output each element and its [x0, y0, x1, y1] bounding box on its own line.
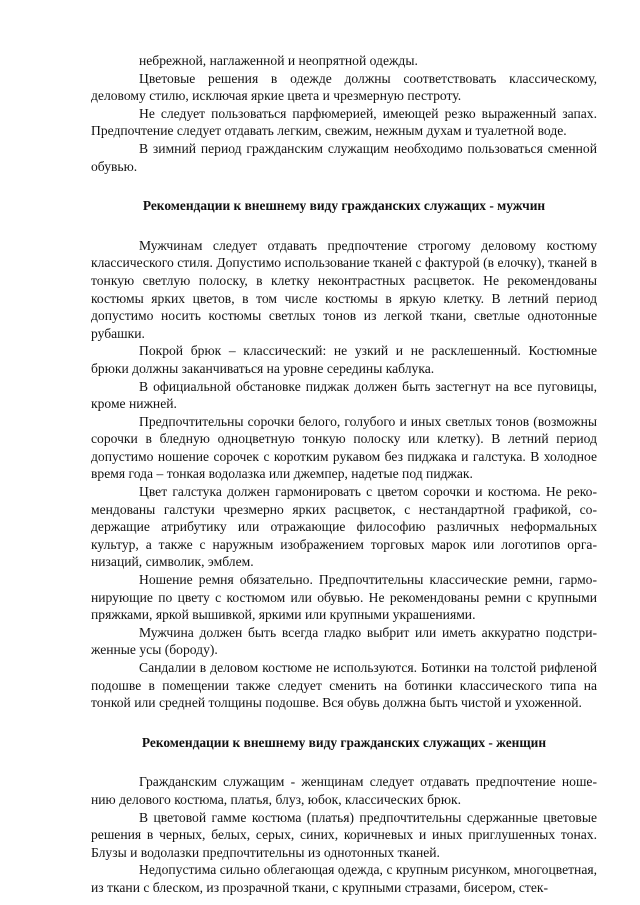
paragraph-winter-shoes: В зимний период гражданским служащим необходимо пользоваться сменной обувью.	[91, 140, 597, 174]
paragraph-men-shave: Мужчина должен быть всегда гладко выбрит или иметь аккуратно подстриженные усы (бороду).	[91, 624, 597, 658]
paragraph-continuation: небрежной, наглаженной и неопрятной одежды.	[139, 53, 418, 68]
heading-women: Рекомендации к внешнему виду гражданских служащих - женщин	[141, 734, 547, 750]
paragraph-women-colors: В цветовой гамме костюма (платья) предпочтительны сдержанные цветовые решения в черных, белых, серых, синих, коричневых и иных приглушенных тонах. Блузы и водолазки предпочтительны из однотонных тканей.	[91, 809, 597, 860]
paragraph-women-suit: Гражданским служащим - женщинам следует отдавать предпочтение ношению делового костюма, платья, блуз, юбок, классических брюк.	[91, 774, 597, 807]
paragraph-women-restrictions: Недопустима сильно облегающая одежда, с крупным рисунком, многоцветная, из ткани с блеском, из прозрачной ткани, с крупными стразами, бисером, стек-	[91, 862, 597, 895]
paragraph-men-trousers: Покрой брюк – классический: не узкий и не расклешенный. Костюмные брюки должны заканчиваться на уровне середины каблука.	[91, 343, 597, 376]
paragraph-men-belt: Ношение ремня обязательно. Предпочтительны классические ремни, гармонирующие по цвету с костюмом или обувью. Не рекомендованы ремни с крупными пряжками, яркой вышивкой, яркими или крупными украшениями.	[91, 572, 597, 623]
paragraph-men-shoes: Сандалии в деловом костюме не используются. Ботинки на толстой рифленой подошве в помещении также следует сменить на ботинки классического типа на тонкой или средней толщины подошве. Вся обувь должна быть чистой и ухоженной.	[91, 660, 597, 711]
paragraph-color-solutions: Цветовые решения в одежде должны соответствовать классическому, деловому стилю, исключая яркие цвета и чрезмерную пестроту.	[91, 70, 597, 104]
document-page	[91, 52, 597, 897]
heading-men: Рекомендации к внешнему виду гражданских служащих - мужчин	[142, 198, 546, 214]
spacer	[91, 712, 597, 734]
spacer	[91, 175, 597, 197]
paragraph-men-jacket: В официальной обстановке пиджак должен быть застегнут на все пуговицы, кроме нижней.	[91, 378, 597, 412]
spacer	[91, 215, 597, 237]
paragraph-men-shirts: Предпочтительны сорочки белого, голубого и иных светлых тонов (возможны сорочки в бледную одноцветную тонкую полоску или клетку). В летний период допустимо ношение сорочек с коротким рукавом без пиджака и галстука. В холодное время года – тонкая водолазка или джемпер, надетые под пиджак.	[91, 413, 597, 482]
paragraph-men-tie: Цвет галстука должен гармонировать с цветом сорочки и костюма. Не рекомендованы галстуки чрезмерно ярких расцветок, с нестандартной графикой, содержащие атрибутику или отражающие философию различных неформальных культур, а также с наружным изображением торговых марок или логотипов организаций, символик, эмблем.	[91, 484, 597, 570]
paragraph-perfume: Не следует пользоваться парфюмерией, имеющей резко выраженный запах. Предпочтение следует отдавать легким, свежим, нежным духам и туалетной воде.	[91, 105, 597, 139]
spacer	[91, 751, 597, 773]
paragraph-men-suit: Мужчинам следует отдавать предпочтение строгому деловому костюму классического стиля. Допустимо использование тканей с фактурой (в елочку), тканей в тонкую светлую полоску, в клетку неконтрастных расцветок. Не рекомендованы костюмы ярких цветов, в том числе костюмы в яркую клетку. В летний период допустимо носить костюмы светлых тонов из легкой ткани, светлые однотонные рубашки.	[91, 237, 597, 341]
